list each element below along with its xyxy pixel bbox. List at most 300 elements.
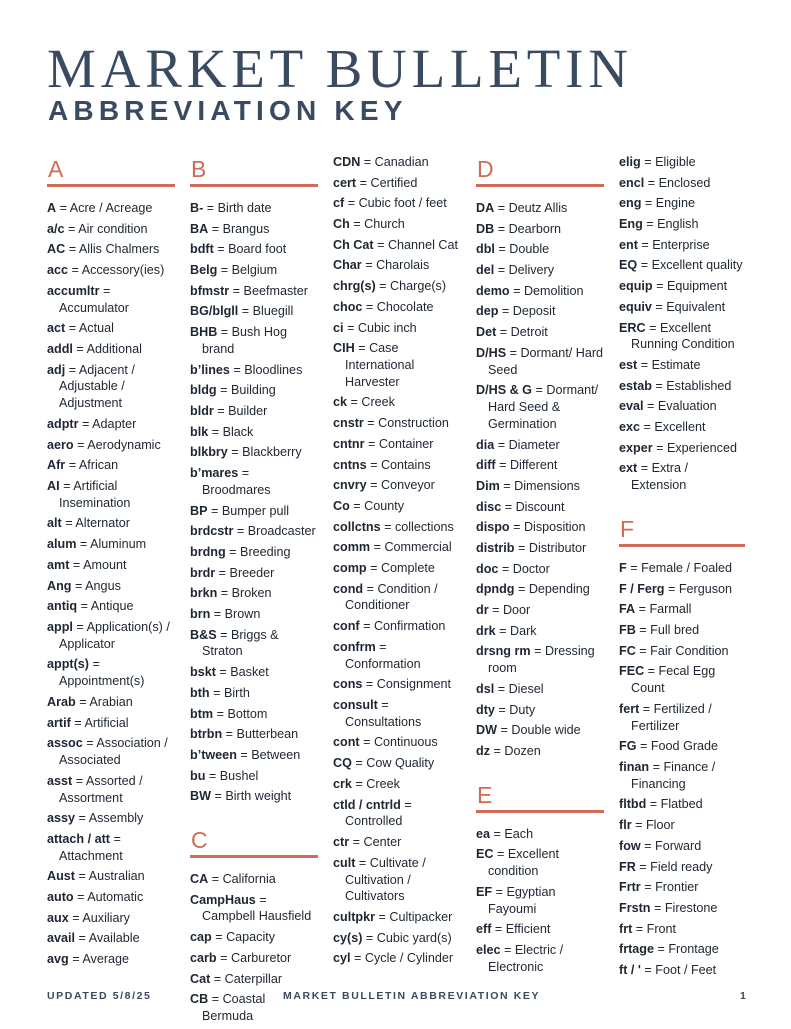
abbreviation: attach / att — [47, 831, 110, 846]
equals-sign: = — [637, 461, 652, 476]
equals-sign: = — [56, 201, 70, 215]
abbreviation: drsng rm — [476, 644, 531, 659]
abbreviation-entry — [47, 619, 175, 653]
definition: Dearborn — [508, 221, 562, 236]
abbreviation-entry — [619, 581, 745, 598]
equals-sign: = — [646, 797, 661, 812]
abbreviation: frt — [619, 921, 633, 936]
definition: Birth — [223, 685, 250, 700]
definition: Dormant/ Hard Seed — [488, 345, 604, 377]
abbreviation-entry — [333, 639, 461, 673]
abbreviation-entry — [190, 382, 318, 399]
equals-sign: = — [626, 560, 642, 575]
definition: Black — [222, 424, 254, 439]
abbreviation-entry — [619, 859, 745, 876]
equals-sign: = — [82, 736, 97, 751]
abbreviation: ft / ' — [619, 962, 641, 977]
equals-sign: = — [514, 541, 529, 556]
abbreviation-entry — [47, 810, 175, 827]
equals-sign: = — [361, 258, 377, 273]
abbreviation-entry — [47, 341, 175, 358]
equals-sign: = — [495, 458, 510, 473]
abbreviation: brn — [190, 606, 211, 621]
abbreviation: ERC — [619, 320, 646, 335]
definition: Firestone — [664, 900, 718, 915]
definition: Cubic inch — [357, 320, 417, 335]
footer-page-number: 1 — [740, 990, 748, 1002]
equals-sign: = — [68, 952, 83, 967]
abbreviation-entry — [476, 942, 604, 976]
abbreviation-entry — [47, 362, 175, 412]
abbreviation: FC — [619, 643, 636, 658]
abbreviation-entry — [476, 324, 604, 341]
equals-sign: = — [75, 931, 89, 946]
abbreviation: cult — [333, 855, 356, 870]
abbreviation: disc — [476, 499, 502, 514]
definition: Commercial — [384, 540, 452, 555]
definition: Bloodlines — [244, 362, 303, 377]
abbreviation-entry — [619, 419, 745, 436]
abbreviation: CB — [190, 992, 209, 1007]
abbreviation: demo — [476, 283, 510, 298]
abbreviation: brdng — [190, 544, 226, 559]
equals-sign: = — [255, 892, 267, 907]
abbreviation-entry — [619, 257, 745, 274]
definition: Equipment — [666, 279, 728, 294]
definition: Evaluation — [657, 399, 717, 414]
definition: Assembly — [88, 811, 144, 826]
definition: Cow Quality — [366, 756, 435, 771]
definition: Beefmaster — [243, 283, 308, 298]
abbreviation: frtage — [619, 942, 654, 957]
abbreviation-entry — [190, 503, 318, 520]
equals-sign: = — [639, 701, 654, 716]
equals-sign: = — [61, 516, 76, 531]
definition: Belgium — [231, 263, 278, 278]
equals-sign: = — [501, 499, 516, 514]
equals-sign: = — [75, 811, 89, 826]
definition: Foot / Feet — [655, 962, 717, 977]
definition: Automatic — [87, 890, 144, 905]
equals-sign: = — [514, 582, 529, 597]
equals-sign: = — [641, 196, 656, 211]
abbreviation: adptr — [47, 416, 79, 431]
equals-sign: = — [75, 869, 89, 884]
abbreviation: finan — [619, 760, 650, 774]
definition: Channel Cat — [387, 237, 458, 252]
abbreviation: ea — [476, 826, 491, 841]
abbreviation: FB — [619, 622, 636, 637]
abbreviation-entry — [333, 676, 461, 693]
definition: Dimensions — [514, 478, 580, 493]
definition: Dark — [509, 623, 537, 638]
abbreviation-entry — [190, 892, 318, 926]
abbreviation-entry — [190, 262, 318, 279]
definition: Appointment(s) — [59, 674, 145, 689]
abbreviation-entry — [333, 581, 461, 615]
equals-sign: = — [363, 581, 378, 596]
abbreviation: dep — [476, 304, 499, 319]
equals-sign: = — [380, 519, 395, 534]
abbreviation: bu — [190, 768, 206, 783]
abbreviation: Ch — [333, 217, 350, 232]
definition: Bushel — [219, 768, 259, 783]
equals-sign: = — [216, 627, 231, 642]
abbreviation-entry — [619, 921, 745, 938]
abbreviation: flr — [619, 818, 632, 833]
equals-sign: = — [65, 362, 79, 377]
abbreviation-entry — [476, 499, 604, 516]
definition: Confirmation — [373, 619, 446, 634]
abbreviation: bfmstr — [190, 283, 230, 298]
abbreviation-entry — [47, 910, 175, 927]
abbreviation: eval — [619, 399, 644, 414]
abbreviation-entry — [47, 831, 175, 865]
abbreviation: b’mares — [190, 466, 239, 481]
definition: County — [364, 498, 405, 513]
abbreviation-entry — [619, 195, 745, 212]
equals-sign: = — [364, 436, 379, 451]
abbreviation: Frtr — [619, 880, 641, 895]
abbreviation: dispo — [476, 520, 510, 535]
abbreviation: cont — [333, 735, 360, 750]
abbreviation: cnstr — [333, 416, 364, 431]
definition: Complete — [380, 560, 435, 575]
abbreviation: dpndg — [476, 582, 515, 597]
abbreviation-entry — [333, 519, 461, 536]
abbreviation-entry — [333, 618, 461, 635]
equals-sign: = — [238, 466, 250, 481]
abbreviation-entry — [190, 871, 318, 888]
abbreviation-entry — [190, 403, 318, 420]
abbreviation-entry — [333, 834, 461, 851]
section-e — [476, 764, 604, 976]
abbreviation: BW — [190, 789, 211, 804]
abbreviation-entry — [190, 444, 318, 461]
equals-sign: = — [72, 773, 86, 788]
definition: Diameter — [508, 437, 560, 452]
abbreviation: consult — [333, 698, 378, 712]
abbreviation-entry — [476, 478, 604, 495]
abbreviation: fltbd — [619, 797, 647, 812]
equals-sign: = — [499, 478, 515, 493]
equals-sign: = — [635, 622, 651, 637]
definition: Full bred — [650, 622, 700, 637]
definition: Duty — [509, 702, 536, 717]
equals-sign: = — [366, 560, 381, 575]
abbreviation: encl — [619, 175, 645, 190]
abbreviation: cyl — [333, 951, 351, 966]
definition: Conveyor — [380, 478, 435, 493]
equals-sign: = — [215, 665, 231, 680]
abbreviation-entry — [190, 685, 318, 702]
abbreviation-entry — [619, 237, 745, 254]
abbreviation-entry — [190, 221, 318, 238]
abbreviation-entry — [476, 561, 604, 578]
abbreviation: chrg(s) — [333, 279, 376, 294]
definition: Attachment — [59, 848, 123, 863]
abbreviation-entry — [190, 627, 318, 661]
equals-sign: = — [99, 283, 111, 298]
definition: Building — [230, 383, 276, 398]
abbreviation-entry — [47, 951, 175, 968]
abbreviation-entry — [333, 299, 461, 316]
abbreviation-entry — [619, 175, 745, 192]
definition: Frontage — [668, 942, 719, 957]
abbreviation-entry — [619, 460, 745, 494]
equals-sign: = — [350, 951, 365, 966]
abbreviation-entry — [190, 362, 318, 379]
abbreviation-entry — [47, 320, 175, 337]
section-letter: D — [477, 156, 494, 182]
abbreviation: Afr — [47, 458, 66, 473]
definition: Basket — [230, 665, 269, 680]
abbreviation: comm — [333, 540, 371, 555]
abbreviation: asst — [47, 773, 73, 788]
abbreviation-entry — [190, 523, 318, 540]
definition: Blackberry — [242, 445, 302, 460]
definition: Doctor — [512, 561, 550, 576]
abbreviation: choc — [333, 299, 363, 314]
abbreviation-entry — [333, 436, 461, 453]
abbreviation: cap — [190, 930, 212, 945]
footer-updated: UPDATED 5/8/25 — [47, 990, 152, 1002]
definition: Each — [504, 826, 534, 841]
definition: Discount — [515, 499, 565, 514]
definition: Enclosed — [658, 175, 711, 190]
abbreviation: antiq — [47, 599, 78, 614]
equals-sign: = — [652, 279, 667, 294]
abbreviation-entry — [476, 540, 604, 557]
abbreviation: aero — [47, 437, 74, 452]
abbreviation: Cat — [190, 971, 211, 986]
section-letter: E — [477, 781, 493, 808]
abbreviation: ci — [333, 320, 344, 335]
equals-sign: = — [492, 884, 507, 899]
abbreviation-entry — [333, 340, 461, 390]
equals-sign: = — [236, 747, 252, 762]
abbreviation: eff — [476, 922, 492, 937]
section-d — [476, 156, 604, 760]
abbreviation-entry — [619, 663, 745, 697]
equals-sign: = — [491, 922, 506, 937]
definition: Certified — [370, 175, 418, 190]
definition: Continuous — [373, 735, 438, 750]
definition: Finance / Financing — [631, 760, 716, 791]
abbreviation-entry — [476, 623, 604, 640]
abbreviation-entry — [476, 241, 604, 258]
abbreviation-entry — [333, 415, 461, 432]
definition: Excellent — [654, 420, 706, 435]
abbreviation: conf — [333, 619, 360, 634]
abbreviation: BP — [190, 503, 208, 518]
abbreviation: avg — [47, 952, 69, 967]
abbreviation-entry — [476, 437, 604, 454]
equals-sign: = — [494, 221, 509, 236]
equals-sign: = — [70, 715, 85, 730]
abbreviation-entry — [47, 656, 175, 690]
abbreviation: crk — [333, 776, 352, 791]
abbreviation: Ang — [47, 578, 72, 593]
abbreviation: est — [619, 357, 638, 372]
equals-sign: = — [635, 602, 650, 617]
abbreviation-entry — [476, 722, 604, 739]
abbreviation: act — [47, 321, 66, 336]
section-divider — [619, 544, 745, 547]
definition: Brown — [224, 606, 261, 621]
abbreviation: diff — [476, 458, 496, 473]
equals-sign: = — [213, 403, 229, 418]
equals-sign: = — [208, 221, 223, 236]
equals-sign: = — [216, 383, 231, 398]
equals-sign: = — [210, 971, 225, 986]
abbreviation-entry — [476, 345, 604, 379]
definition: Center — [363, 835, 402, 850]
definition: Diesel — [508, 681, 544, 696]
abbreviation-entry — [333, 855, 461, 905]
definition: Fertilized / Fertilizer — [631, 701, 712, 733]
abbreviation-entry — [190, 303, 318, 320]
column-1 — [47, 154, 175, 972]
abbreviation: b’lines — [190, 362, 230, 377]
definition: Delivery — [508, 263, 555, 278]
section-divider — [190, 855, 318, 858]
equals-sign: = — [496, 723, 512, 738]
definition: Construction — [378, 416, 449, 431]
equals-sign: = — [363, 416, 379, 431]
equals-sign: = — [494, 263, 509, 278]
equals-sign: = — [509, 283, 524, 298]
abbreviation-entry — [476, 581, 604, 598]
equals-sign: = — [493, 847, 508, 862]
definition: Allis Chalmers — [78, 242, 160, 257]
definition: Birth weight — [225, 789, 292, 804]
definition: Carburetor — [230, 950, 292, 965]
abbreviation-entry — [47, 241, 175, 258]
equals-sign: = — [359, 735, 374, 750]
abbreviation: FEC — [619, 664, 645, 679]
section-divider — [47, 184, 175, 187]
abbreviation-entry — [619, 879, 745, 896]
abbreviation-entry — [619, 759, 745, 793]
abbreviation: Char — [333, 258, 362, 273]
definition: Forward — [655, 838, 702, 853]
abbreviation: dbl — [476, 242, 495, 257]
abbreviation-entry — [190, 768, 318, 785]
definition: Caterpillar — [224, 971, 283, 986]
abbreviation-entry — [476, 303, 604, 320]
definition: Artificial — [84, 715, 129, 730]
equals-sign: = — [233, 524, 248, 539]
abbreviation: BHB — [190, 325, 218, 340]
abbreviation: elec — [476, 943, 501, 958]
equals-sign: = — [650, 900, 665, 915]
abbreviation-entry — [47, 868, 175, 885]
equals-sign: = — [494, 437, 509, 452]
equals-sign: = — [217, 325, 232, 340]
abbreviation-entry — [47, 221, 175, 238]
abbreviation-entry — [333, 734, 461, 751]
equals-sign: = — [238, 304, 253, 319]
equals-sign: = — [227, 445, 243, 460]
definition: Conformation — [345, 656, 421, 671]
abbreviation: Det — [476, 325, 497, 340]
abbreviation: DW — [476, 723, 497, 738]
equals-sign: = — [664, 581, 679, 596]
equals-sign: = — [217, 586, 232, 601]
abbreviation: comp — [333, 560, 367, 575]
abbreviation: cultpkr — [333, 910, 375, 924]
equals-sign: = — [375, 639, 387, 654]
abbreviation-entry — [333, 237, 461, 254]
abbreviation: CQ — [333, 756, 352, 771]
definition: Extra / Extension — [631, 461, 688, 493]
equals-sign: = — [375, 910, 390, 924]
equals-sign: = — [222, 727, 237, 742]
section-continued — [333, 154, 461, 967]
definition: Auxiliary — [82, 910, 130, 925]
abbreviation-entry — [47, 889, 175, 906]
equals-sign: = — [494, 242, 510, 257]
definition: Cubic yard(s) — [376, 930, 452, 945]
abbreviation-entry — [47, 262, 175, 279]
equals-sign: = — [640, 962, 656, 977]
equals-sign: = — [359, 619, 374, 634]
equals-sign: = — [208, 424, 223, 439]
definition: collections — [394, 519, 454, 534]
abbreviation: accumltr — [47, 283, 100, 298]
definition: Application(s) / Applicator — [59, 619, 170, 651]
abbreviation-entry — [333, 498, 461, 515]
abbreviation-entry — [619, 560, 745, 577]
equals-sign: = — [636, 739, 651, 754]
abbreviation: ent — [619, 237, 638, 252]
abbreviation: alt — [47, 516, 62, 531]
equals-sign: = — [65, 242, 79, 257]
abbreviation-entry — [619, 320, 745, 354]
equals-sign: = — [215, 565, 230, 580]
abbreviation-entry — [476, 221, 604, 238]
abbreviation: assy — [47, 811, 76, 826]
equals-sign: = — [351, 756, 367, 771]
definition: Aluminum — [90, 537, 147, 552]
abbreviation-entry — [190, 726, 318, 743]
equals-sign: = — [509, 520, 524, 535]
section-letter: A — [48, 156, 64, 182]
definition: Established — [666, 378, 732, 393]
definition: Arabian — [89, 694, 133, 709]
equals-sign: = — [362, 299, 377, 314]
abbreviation: B&S — [190, 627, 217, 642]
abbreviation: FR — [619, 859, 636, 874]
abbreviation: fert — [619, 701, 640, 716]
equals-sign: = — [354, 341, 370, 356]
definition: Food Grade — [650, 739, 719, 754]
equals-sign: = — [216, 950, 231, 965]
equals-sign: = — [645, 320, 660, 335]
equals-sign: = — [217, 263, 232, 278]
abbreviation-entry — [333, 697, 461, 731]
section-b — [190, 156, 318, 805]
equals-sign: = — [213, 242, 229, 257]
definition: Available — [88, 931, 140, 946]
abbreviation-entry — [47, 694, 175, 711]
definition: Deutz Allis — [508, 201, 568, 215]
definition: English — [657, 217, 699, 232]
definition: Dressing room — [488, 644, 595, 676]
abbreviation-entry — [333, 909, 461, 926]
equals-sign: = — [366, 457, 381, 472]
